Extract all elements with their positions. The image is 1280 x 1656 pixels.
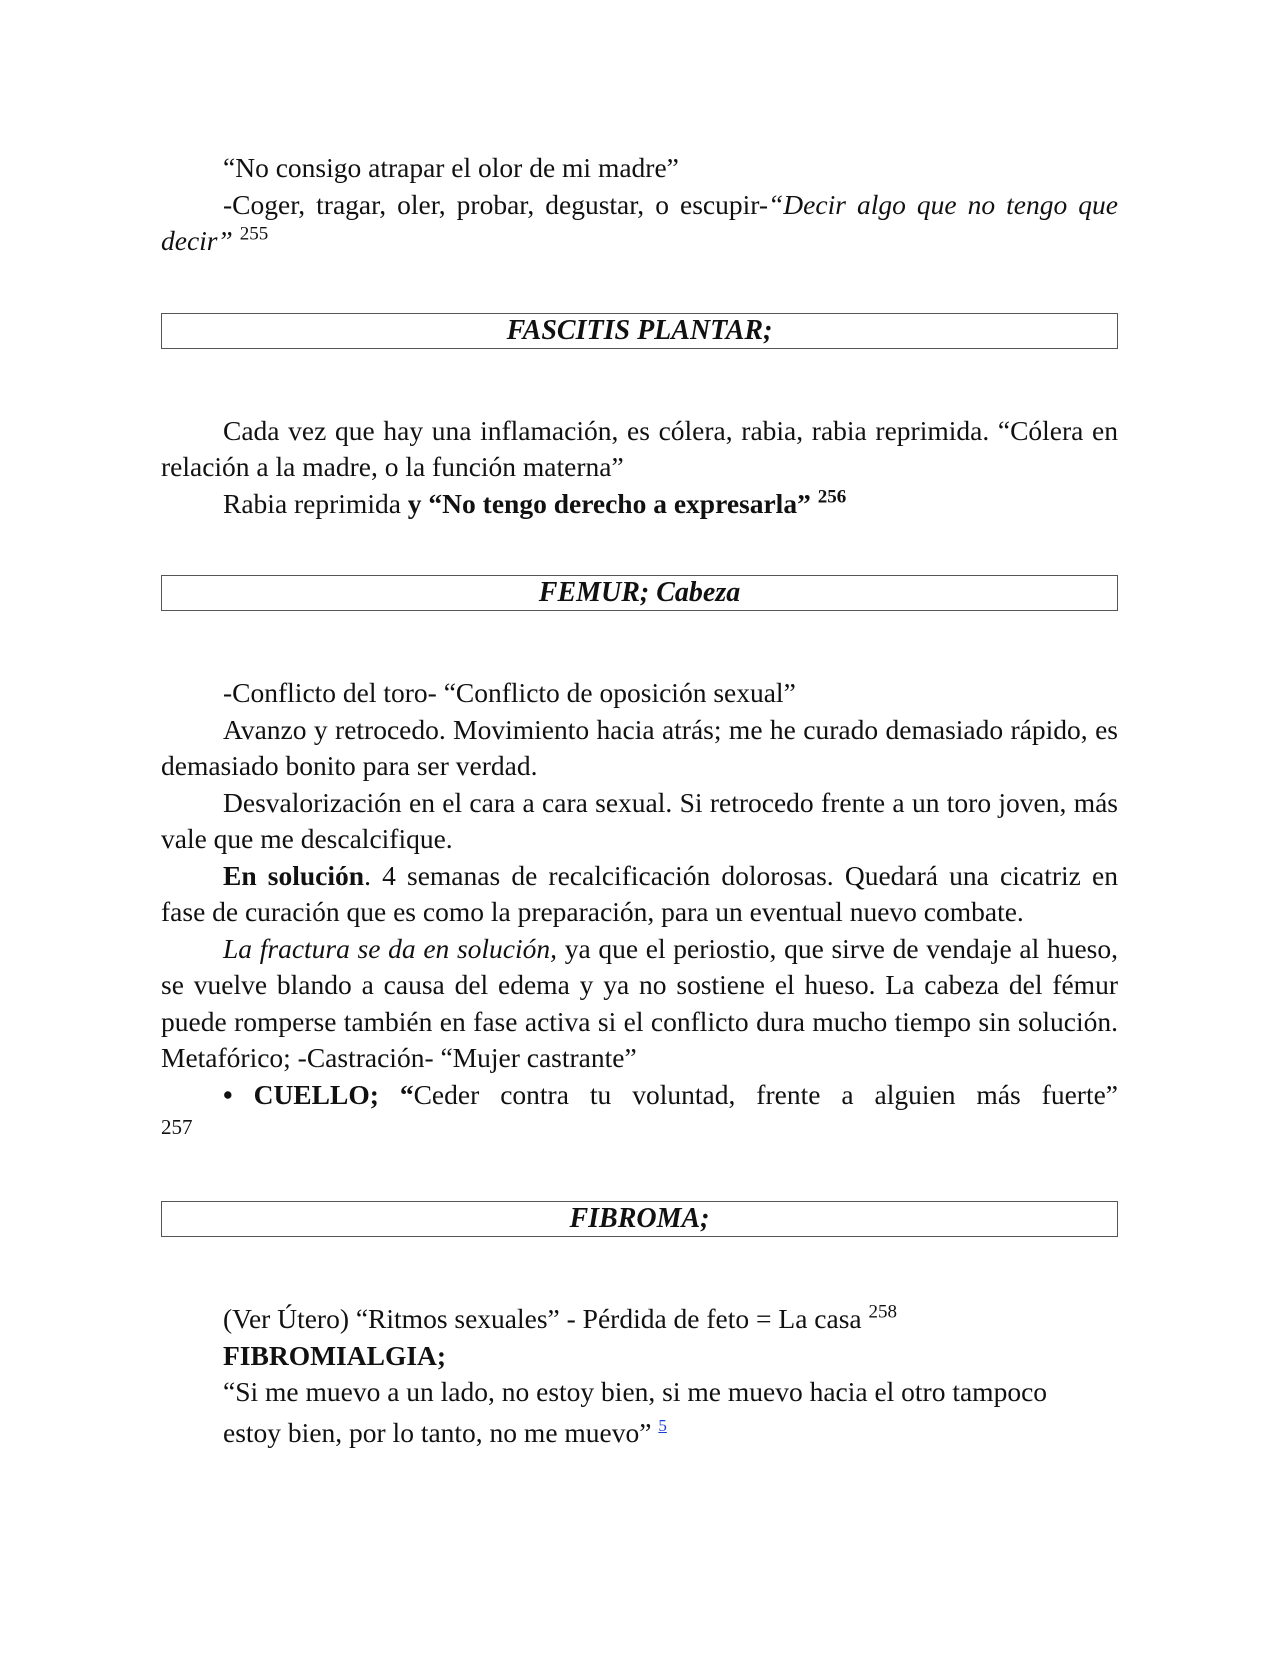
femur-paragraph-1: -Conflicto del toro- “Conflicto de oposición sexual” — [223, 677, 796, 708]
footnote-link-5[interactable]: 5 — [658, 1416, 667, 1436]
document-page — [161, 150, 1118, 1451]
footnote-ref-258: 258 — [868, 1301, 897, 1323]
intro-line-1-text: “No consigo atrapar el olor de mi madre” — [223, 152, 679, 183]
intro-line-2-quote: “Decir algo que no tengo que decir” — [161, 188, 1118, 256]
femur-p6-bold: • CUELLO; “ — [223, 1078, 414, 1110]
fibroma-paragraph-1 — [161, 1301, 1118, 1338]
femur-p6-text: Ceder contra tu voluntad, frente a alguien más fuerte” — [413, 1078, 1119, 1110]
intro-line-1 — [161, 150, 1118, 187]
femur-paragraph-6 — [161, 1077, 1118, 1114]
section-heading-fascitis: FASCITIS PLANTAR; — [161, 313, 1118, 349]
femur-paragraph-5 — [161, 931, 1118, 1077]
footnote-ref-255: 255 — [239, 223, 269, 245]
intro-line-2 — [161, 187, 1118, 260]
fibromialgia-heading — [161, 1338, 1118, 1375]
footnote-ref-257: 257 — [161, 1115, 193, 1139]
section-heading-fibroma: FIBROMA; — [161, 1201, 1118, 1237]
femur-paragraph-4 — [161, 858, 1118, 931]
fascitis-paragraph-2 — [161, 486, 1118, 523]
femur-p4-text: . 4 semanas de recalcificación dolorosas. Quedará una cicatriz en fase de curación que es como la preparación, para un eventual nuevo combate. — [161, 859, 1118, 927]
femur-paragraph-6-ref — [161, 1113, 1118, 1141]
fascitis-p2-text: Rabia reprimida — [223, 487, 408, 519]
femur-paragraph-2: Avanzo y retrocedo. Movimiento hacia atrás; me he curado demasiado rápido, es demasiado bonito para ser verdad. — [161, 713, 1118, 781]
footnote-ref-256: 256 — [817, 486, 847, 508]
femur-p4-bold: En solución — [223, 859, 365, 891]
fibromialgia-paragraph-1: “Si me muevo a un lado, no estoy bien, si me muevo hacia el otro tampoco — [223, 1376, 1048, 1407]
femur-p5-italic: La fractura se da en solución, — [223, 932, 558, 964]
femur-paragraph-3: Desvalorización en el cara a cara sexual. Si retrocedo frente a un toro joven, más vale que me descalcifique. — [161, 786, 1118, 854]
fibromialgia-p2-text: estoy bien, por lo tanto, no me muevo” — [223, 1416, 652, 1448]
fibromialgia-heading-text: FIBROMIALGIA; — [223, 1339, 447, 1371]
fibroma-p1-text: (Ver Útero) “Ritmos sexuales” - Pérdida de feto = La casa — [223, 1303, 862, 1334]
fascitis-p2-bold: y “No tengo derecho a expresarla” — [407, 487, 811, 519]
section-heading-femur: FEMUR; Cabeza — [161, 575, 1118, 611]
fascitis-paragraph-1: Cada vez que hay una inflamación, es cólera, rabia, rabia reprimida. “Cólera en relación a la madre, o la función materna” — [161, 414, 1118, 482]
intro-line-2-text: -Coger, tragar, oler, probar, degustar, o escupir- — [223, 188, 769, 220]
fibromialgia-paragraph-2 — [161, 1415, 1118, 1452]
femur-p5-text: ya que el periostio, que sirve de vendaje al hueso, se vuelve blando a causa del edema y ya no sostiene el hueso. La cabeza del fémur puede romperse también en fase activa si el conflicto dura mucho tiempo sin solución. Metafórico; -Castración- “Mujer castrante” — [161, 932, 1118, 1073]
